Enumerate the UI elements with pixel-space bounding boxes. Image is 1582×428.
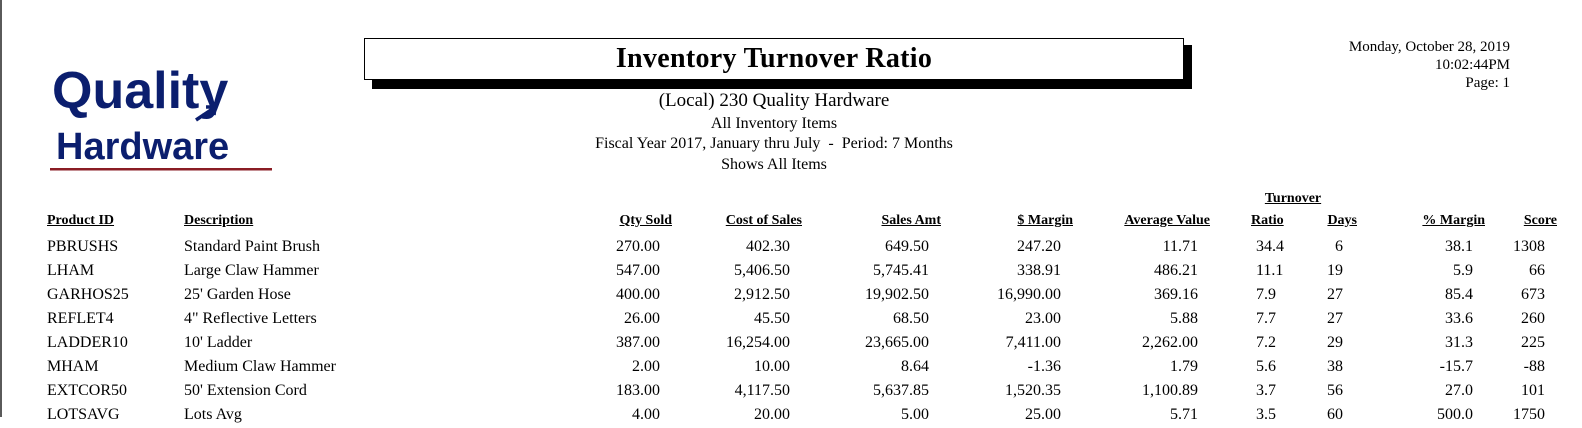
table-row [0, 236, 1570, 260]
cell-margin-dollars: 7,411.00 [1005, 334, 1061, 351]
cell-average-value: 5.88 [1170, 310, 1198, 327]
cell-score: 66 [1529, 262, 1545, 279]
cell-score: 260 [1521, 310, 1545, 327]
table-row [0, 308, 1570, 332]
cell-ratio: 7.7 [1256, 310, 1276, 327]
cell-qty-sold: 387.00 [616, 334, 660, 351]
cell-product-id: EXTCOR50 [47, 382, 127, 399]
report-period: Fiscal Year 2017, January thru July - Period: 7 Months [595, 135, 953, 152]
cell-days: 56 [1327, 382, 1343, 399]
cell-average-value: 2,262.00 [1142, 334, 1198, 351]
cell-qty-sold: 400.00 [616, 286, 660, 303]
cell-ratio: 7.2 [1256, 334, 1276, 351]
cell-score: 1750 [1513, 406, 1545, 423]
cell-qty-sold: 4.00 [632, 406, 660, 423]
cell-margin-pct: 31.3 [1445, 334, 1473, 351]
cell-cost-of-sales: 10.00 [754, 358, 790, 375]
cell-margin-dollars: 25.00 [1025, 406, 1061, 423]
cell-ratio: 3.7 [1256, 382, 1276, 399]
cell-sales-amt: 23,665.00 [865, 334, 929, 351]
col-header-average-value: Average Value [1124, 213, 1210, 228]
col-header-margin-dollars: $ Margin [1017, 213, 1073, 228]
cell-ratio: 7.9 [1256, 286, 1276, 303]
table-row [0, 260, 1570, 284]
logo-line2: Hardware [56, 126, 230, 168]
cell-description: Standard Paint Brush [184, 238, 320, 255]
turnover-group-header: Turnover [1264, 191, 1322, 206]
cell-average-value: 1,100.89 [1142, 382, 1198, 399]
company-name: (Local) 230 Quality Hardware [658, 90, 890, 111]
cell-average-value: 5.71 [1170, 406, 1198, 423]
cell-description: 50' Extension Cord [184, 382, 307, 399]
cell-product-id: REFLET4 [47, 310, 114, 327]
company-logo [46, 58, 276, 178]
cell-description: Medium Claw Hammer [184, 358, 336, 375]
cell-qty-sold: 2.00 [632, 358, 660, 375]
cell-product-id: PBRUSHS [47, 238, 119, 255]
cell-sales-amt: 5,637.85 [873, 382, 929, 399]
cell-cost-of-sales: 4,117.50 [734, 382, 790, 399]
cell-days: 19 [1327, 262, 1343, 279]
cell-margin-pct: 500.0 [1437, 406, 1473, 423]
cell-description: 10' Ladder [184, 334, 253, 351]
cell-margin-dollars: 16,990.00 [997, 286, 1061, 303]
col-header-score: Score [1523, 213, 1557, 228]
table-row [0, 332, 1570, 356]
col-header-margin-pct: % Margin [1422, 213, 1485, 228]
cell-margin-dollars: 338.91 [1017, 262, 1061, 279]
report-title: Inventory Turnover Ratio [364, 38, 1184, 80]
cell-ratio: 34.4 [1256, 238, 1284, 255]
table-row [0, 356, 1570, 380]
cell-average-value: 486.21 [1154, 262, 1198, 279]
cell-sales-amt: 649.50 [885, 238, 929, 255]
cell-product-id: MHAM [47, 358, 99, 375]
cell-days: 6 [1335, 238, 1343, 255]
cell-qty-sold: 547.00 [616, 262, 660, 279]
cell-days: 60 [1327, 406, 1343, 423]
cell-score: 673 [1521, 286, 1545, 303]
table-row [0, 404, 1570, 428]
cell-score: -88 [1523, 358, 1545, 375]
cell-product-id: GARHOS25 [47, 286, 129, 303]
cell-ratio: 3.5 [1256, 406, 1276, 423]
col-header-sales-amt: Sales Amt [881, 213, 941, 228]
cell-cost-of-sales: 2,912.50 [734, 286, 790, 303]
report-scope: All Inventory Items [710, 115, 838, 132]
logo-underline [50, 168, 272, 171]
cell-days: 38 [1327, 358, 1343, 375]
col-header-cost-of-sales: Cost of Sales [725, 213, 802, 228]
cell-margin-pct: 33.6 [1445, 310, 1473, 327]
table-row [0, 284, 1570, 308]
cell-margin-pct: 38.1 [1445, 238, 1473, 255]
cell-qty-sold: 183.00 [616, 382, 660, 399]
cell-margin-dollars: 1,520.35 [1005, 382, 1061, 399]
page-number: Page: 1 [1465, 75, 1510, 91]
cell-cost-of-sales: 20.00 [754, 406, 790, 423]
cell-cost-of-sales: 402.30 [746, 238, 790, 255]
cell-margin-pct: 27.0 [1445, 382, 1473, 399]
cell-average-value: 369.16 [1154, 286, 1198, 303]
cell-sales-amt: 19,902.50 [865, 286, 929, 303]
cell-description: Lots Avg [184, 406, 242, 423]
col-header-description: Description [184, 213, 254, 228]
cell-qty-sold: 26.00 [624, 310, 660, 327]
cell-margin-dollars: 23.00 [1025, 310, 1061, 327]
report-meta [1349, 38, 1510, 92]
cell-product-id: LADDER10 [47, 334, 128, 351]
cell-score: 225 [1521, 334, 1545, 351]
report-time: 10:02:44PM [1434, 57, 1510, 73]
cell-sales-amt: 5.00 [901, 406, 929, 423]
cell-margin-dollars: 247.20 [1017, 238, 1061, 255]
table-row [0, 380, 1570, 404]
cell-average-value: 11.71 [1162, 238, 1198, 255]
cell-cost-of-sales: 45.50 [754, 310, 790, 327]
cell-average-value: 1.79 [1170, 358, 1198, 375]
cell-days: 27 [1327, 286, 1343, 303]
report-date: Monday, October 28, 2019 [1348, 39, 1510, 55]
cell-description: 4" Reflective Letters [184, 310, 317, 327]
cell-margin-dollars: -1.36 [1027, 358, 1061, 375]
cell-product-id: LOTSAVG [47, 406, 120, 423]
cell-qty-sold: 270.00 [616, 238, 660, 255]
col-header-product-id: Product ID [47, 213, 115, 228]
cell-sales-amt: 68.50 [893, 310, 929, 327]
col-header-ratio: Ratio [1251, 213, 1284, 228]
cell-ratio: 11.1 [1256, 262, 1284, 279]
cell-sales-amt: 5,745.41 [873, 262, 929, 279]
cell-product-id: LHAM [47, 262, 95, 279]
col-header-qty-sold: Qty Sold [619, 213, 672, 228]
cell-score: 1308 [1513, 238, 1545, 255]
cell-margin-pct: 5.9 [1453, 262, 1473, 279]
report-filter: Shows All Items [721, 156, 827, 173]
cell-margin-pct: -15.7 [1439, 358, 1473, 375]
cell-score: 101 [1521, 382, 1545, 399]
cell-days: 27 [1327, 310, 1343, 327]
cell-days: 29 [1327, 334, 1343, 351]
logo-line1: Quality [52, 62, 229, 120]
cell-description: Large Claw Hammer [184, 262, 319, 279]
cell-margin-pct: 85.4 [1445, 286, 1473, 303]
col-header-days: Days [1327, 213, 1357, 228]
cell-cost-of-sales: 5,406.50 [734, 262, 790, 279]
cell-ratio: 5.6 [1256, 358, 1276, 375]
cell-description: 25' Garden Hose [184, 286, 291, 303]
cell-cost-of-sales: 16,254.00 [726, 334, 790, 351]
cell-sales-amt: 8.64 [901, 358, 929, 375]
